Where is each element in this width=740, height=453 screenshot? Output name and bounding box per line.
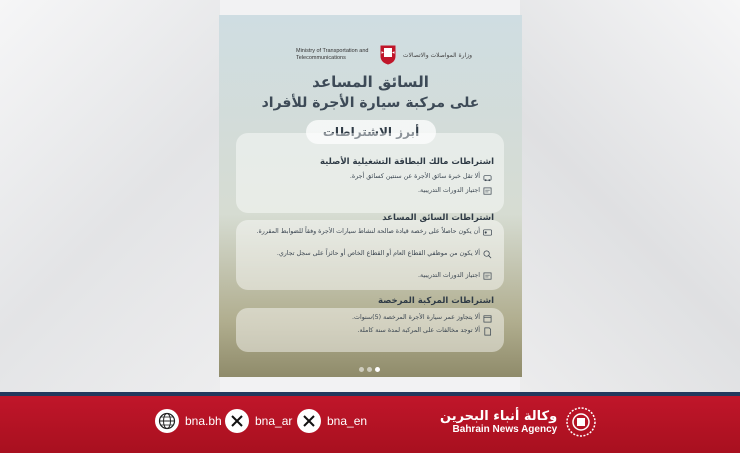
search-person-icon <box>483 250 492 259</box>
document-icon <box>483 327 492 336</box>
list-item: ألا يكون من موظفي القطاع العام أو القطاع الخاص أو حائزاً على سجل تجاري. <box>245 250 492 259</box>
list-item: أن يكون حاصلاً على رخصة قيادة صالحة لنشاط سيارات الأجرة وفقاً للضوابط المقررة. <box>245 228 492 237</box>
list-item: اجتياز الدورات التدريبية. <box>245 272 492 281</box>
bna-logo-icon <box>565 406 597 438</box>
ministry-name-en: Ministry of Transportation and Telecommunications <box>296 48 369 61</box>
social-label: bna_ar <box>255 414 293 428</box>
social-label: bna.bh <box>185 414 222 428</box>
footer-bar <box>0 396 740 453</box>
bahrain-crest-icon <box>380 45 396 65</box>
list-item: ألا توجد مخالفات على المركبة لمدة سنة كاملة. <box>245 327 492 336</box>
car-icon <box>483 173 492 182</box>
social-link-x-ar[interactable] <box>225 409 292 433</box>
certificate-icon <box>483 187 492 196</box>
title-line-2: على مركبة سيارة الأجرة للأفراد <box>261 95 480 111</box>
carousel-dot[interactable] <box>367 367 372 372</box>
ministry-logo <box>289 43 479 67</box>
agency-name-ar: وكالة أنباء البحرين <box>440 409 558 424</box>
section-title: اشتراطات السائق المساعد <box>382 213 494 223</box>
highlight-header: أبرز الاشتراطات <box>306 120 436 144</box>
agency-name-en: Bahrain News Agency <box>452 424 558 435</box>
social-link-website[interactable] <box>155 409 222 433</box>
license-icon <box>483 228 492 237</box>
background-right <box>520 0 740 392</box>
section-title: اشتراطات مالك البطاقة التشغيلية الأصلية <box>320 157 494 167</box>
carousel-dots[interactable] <box>359 367 380 372</box>
infographic-card[interactable] <box>219 15 522 377</box>
title-line-1: السائق المساعد <box>312 73 429 91</box>
section-title: اشتراطات المركبة المرخصة <box>377 296 494 306</box>
calendar-icon <box>483 314 492 323</box>
ministry-name-ar: وزارة المواصلات والاتصالات <box>402 51 472 59</box>
x-icon <box>297 409 321 433</box>
carousel-dot[interactable] <box>359 367 364 372</box>
background-left <box>0 0 220 392</box>
list-item: ألا يتجاوز عمر سيارة الأجرة المرخصة (5)سنوات. <box>245 314 492 323</box>
x-icon <box>225 409 249 433</box>
agency-brand[interactable] <box>440 406 597 438</box>
certificate-icon <box>483 272 492 281</box>
list-item: ألا تقل خبرة سائق الأجرة عن سنتين كسائق أجرة. <box>245 173 492 182</box>
social-link-x-en[interactable] <box>297 409 367 433</box>
carousel-dot-active[interactable] <box>375 367 380 372</box>
globe-icon <box>155 409 179 433</box>
list-item: اجتياز الدورات التدريبية. <box>245 187 492 196</box>
social-label: bna_en <box>327 414 368 428</box>
